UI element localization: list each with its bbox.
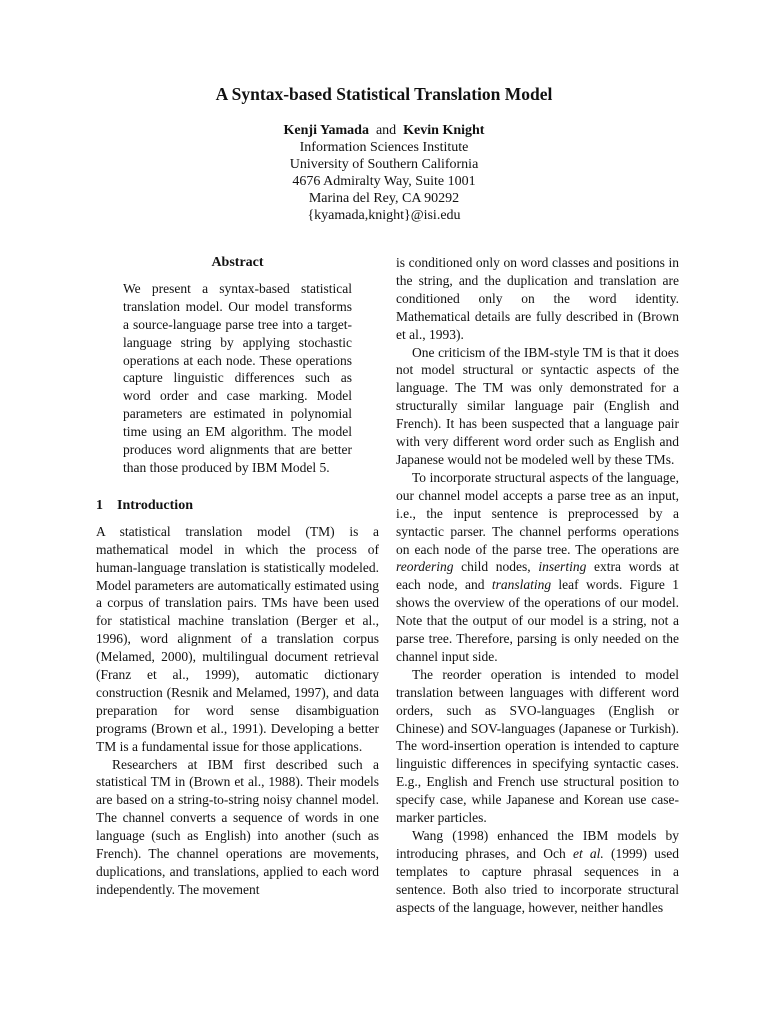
text-run: extra words at each node, and (396, 559, 679, 593)
emphasis-text: translating (491, 577, 552, 593)
text-run: (1999) used templates to capture phrasal sequences in a sentence. Both also tried to incorporate structural aspects of the language, however, neither handles (396, 845, 679, 915)
text-run: leaf words. Figure 1 shows the overview of the operations of our model. Note that the output of our model is a string, not a parse tree. Therefore, parsing is only needed on the channel input side. (396, 577, 679, 664)
emphasis-text: inserting (538, 559, 587, 575)
text-run: To incorporate structural aspects of the language, our channel model accepts a parse tree as an input, i.e., the input sentence is preprocessed by a syntactic parser. The channel performs operations on each node of the parse tree. The operations are (396, 469, 679, 557)
body-paragraph: The reorder operation is intended to model translation between languages with different word orders, such as SVO-languages (English or Chinese) and SOV-languages (Japanese or Turkish). The word-insertion operation is intended to capture linguistic differences in specifying syntactic cases. E.g., English and French use structural position to specify case, while Japanese and Korean use case-marker particles. (396, 666, 679, 826)
author-conjunction: and (375, 123, 397, 138)
body-paragraph (396, 827, 679, 917)
body-paragraph: A statistical translation model (TM) is a mathematical model in which the process of human-language translation is statistically modeled. Model parameters are automatically estimated using a corpus of translation pairs. TMs have been used for statistical machine translation (Berger et al., 1996), word alignment of a translation corpus (Melamed, 2000), multilingual document retrieval (Franz et al., 1999), automatic dictionary construction (Resnik and Melamed, 1997), and data preparation for word sense disambiguation programs (Brown et al., 1991). Developing a better TM is a fundamental issue for those applications. (96, 523, 379, 754)
abstract-text: We present a syntax-based statistical translation model. Our model transforms a source-language parse tree into a target-language string by applying stochastic operations at each node. These operations capture linguistic differences such as word order and case marking. Model parameters are estimated in polynomial time using an EM algorithm. The model produces word alignments that are better than those produced by IBM Model 5. (123, 280, 352, 475)
author-names (0, 122, 768, 139)
text-run: Wang (1998) enhanced the IBM models by introducing phrases, and Och (396, 828, 679, 861)
body-paragraph: Researchers at IBM first described such a statistical TM in (Brown et al., 1988). Their models are based on a string-to-string noisy channel model. The channel converts a sequence of words in one language (such as English) into another (such as French). The channel operations are movements, duplications, and translations, applied to each word independently. The movement (96, 756, 379, 897)
abstract-heading: Abstract (211, 255, 264, 270)
author-name: Kenji Yamada (283, 123, 369, 138)
emphasis-text: reordering (396, 559, 454, 575)
left-column (96, 254, 379, 899)
affiliation-line: 4676 Admiralty Way, Suite 1001 (292, 174, 476, 189)
body-paragraph (396, 469, 679, 666)
author-email: {kyamada,knight}@isi.edu (307, 208, 461, 223)
right-column (396, 254, 679, 917)
affiliation-line: Information Sciences Institute (299, 140, 469, 155)
affiliation-line: Marina del Rey, CA 90292 (308, 191, 460, 206)
author-name: Kevin Knight (403, 123, 485, 138)
author-block (0, 122, 768, 224)
emphasis-text: et al. (572, 845, 604, 861)
paper-title: A Syntax-based Statistical Translation Model (215, 84, 553, 104)
affiliation-line: University of Southern California (289, 157, 479, 172)
section-title: Introduction (117, 497, 193, 513)
body-paragraph: is conditioned only on word classes and positions in the string, and the duplication and translation are conditioned only on the word identity. Mathematical details are fully described in (Brown et al., 1993). (396, 255, 679, 342)
body-paragraph: One criticism of the IBM-style TM is that it does not model structural or syntactic aspects of the language. The TM was only demonstrated for a structurally similar language pair (English and French). It has been suspected that a language pair with very different word order such as English and Japanese would not be modeled well by these TMs. (396, 344, 679, 467)
section-heading (96, 497, 379, 515)
text-run: child nodes, (453, 559, 539, 575)
section-number: 1 (96, 497, 103, 513)
